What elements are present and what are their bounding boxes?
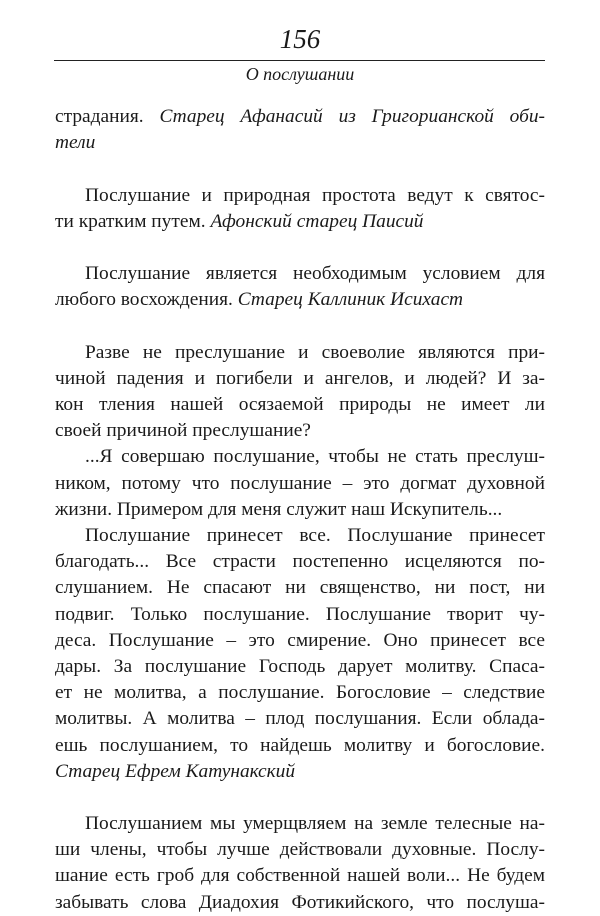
body-text: ет не молитва, а послушание. Богословие – следствие <box>55 682 545 704</box>
paragraph <box>55 104 545 156</box>
text-line <box>55 497 545 523</box>
body-text: своей причиной преслушание? <box>55 420 311 442</box>
paragraph-gap <box>55 314 545 340</box>
attribution-text: Старец Каллиник Исихаст <box>237 289 464 311</box>
text-line <box>55 837 545 863</box>
body-text: Послушание и природная простота ведут к святос- <box>85 184 545 206</box>
body-text: чиной падения и погибели и ангелов, и людей? И за- <box>55 367 545 389</box>
body-text: Разве не преслушание и своеволие являются при- <box>85 341 545 363</box>
body-text: ...Я совершаю послушание, чтобы не стать преслуш- <box>85 446 545 468</box>
body-text: шание есть гроб для собственной нашей воли... Не будем <box>55 865 545 887</box>
body-text: Послушание принесет все. Послушание принесет <box>85 525 545 546</box>
text-line <box>55 759 545 785</box>
body-text: благодать... Все страсти постепенно исцеляются по- <box>55 551 545 573</box>
body-text: жизни. Примером для меня служит наш Искупитель... <box>55 498 503 520</box>
attribution-text: Старец Афанасий из Григорианской оби- <box>159 106 546 127</box>
text-line <box>55 523 545 549</box>
text-line <box>55 890 545 916</box>
text-line <box>55 209 545 235</box>
paragraph <box>55 261 545 313</box>
body-text: любого восхождения. <box>55 289 238 311</box>
text-line <box>55 733 545 759</box>
body-text: деса. Послушание – это смирение. Оно принесет все <box>55 629 545 651</box>
text-line <box>55 575 545 601</box>
attribution-text: Афонский старец Паисий <box>210 210 424 232</box>
body-text: забывать слова Диадохия Фотикийского, что послуша- <box>55 891 545 913</box>
text-line <box>55 104 545 130</box>
text-line <box>55 183 545 209</box>
text-line <box>55 654 545 680</box>
text-line <box>55 418 545 444</box>
paragraph-gap <box>55 785 545 811</box>
text-line <box>55 549 545 575</box>
text-line <box>55 602 545 628</box>
attribution-text: Старец Ефрем Катунакский <box>55 760 296 782</box>
text-line <box>55 444 545 470</box>
body-text: слушанием. Не спасают ни священство, ни пост, ни <box>55 577 545 599</box>
body-text: ши члены, чтобы лучше действовали духовные. Послу- <box>55 839 545 861</box>
paragraph <box>55 340 545 785</box>
text-line <box>55 287 545 313</box>
page-number: 156 <box>279 24 321 54</box>
body-text: ешь послушанием, то найдешь молитву и богословие. <box>55 734 545 756</box>
text-line <box>55 366 545 392</box>
body-text: ником, потому что послушание – это догмат духовной <box>55 472 545 494</box>
body-text: Послушанием мы умерщвляем на земле телесные на- <box>85 813 545 835</box>
text-line <box>55 340 545 366</box>
text-line <box>55 261 545 287</box>
attribution-text: тели <box>55 132 96 154</box>
text-line <box>55 628 545 654</box>
body-text: молитвы. А молитва – плод послушания. Если облада- <box>55 708 545 730</box>
body-text: дары. За послушание Господь дарует молитву. Спаса- <box>55 655 545 677</box>
paragraph <box>55 811 545 916</box>
text-line <box>55 706 545 732</box>
text-line <box>55 130 545 156</box>
text-line <box>55 471 545 497</box>
text-line <box>55 811 545 837</box>
text-line <box>55 680 545 706</box>
body-text: Послушание является необходимым условием для <box>85 263 545 285</box>
paragraph <box>55 183 545 235</box>
page-body <box>55 104 545 916</box>
text-line <box>55 863 545 889</box>
paragraph-gap <box>55 156 545 182</box>
body-text: страдания. <box>55 106 160 127</box>
paragraph-gap <box>55 235 545 261</box>
header-rule <box>54 60 545 61</box>
body-text: подвиг. Только послушание. Послушание творит чу- <box>55 603 545 625</box>
running-title: О послушании <box>245 64 355 84</box>
body-text: кон тления нашей осязаемой природы не имеет ли <box>55 394 545 416</box>
text-line <box>55 392 545 418</box>
body-text: ти кратким путем. <box>55 210 211 232</box>
